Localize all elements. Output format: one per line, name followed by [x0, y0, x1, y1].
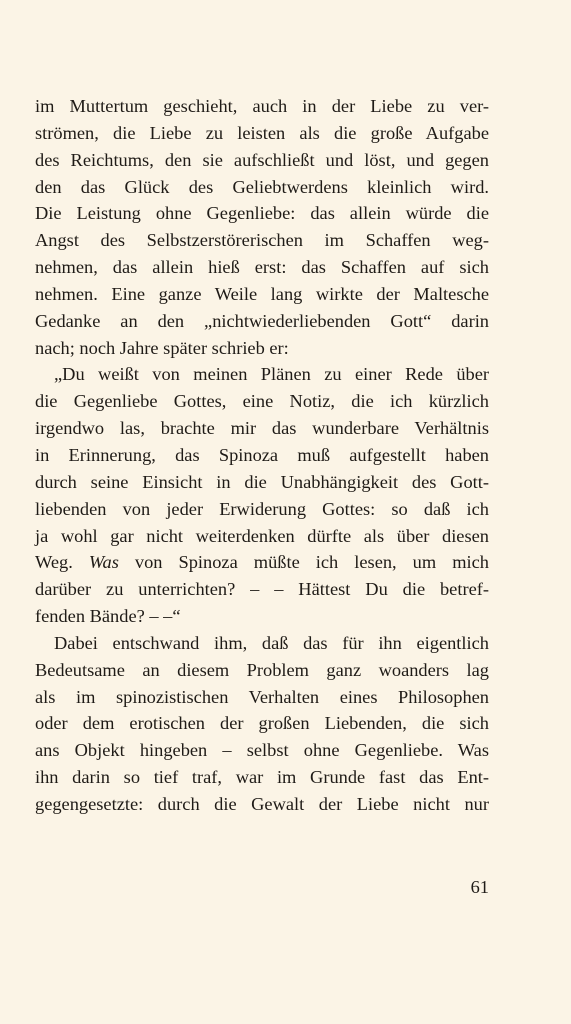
text-line-23: als im spinozistischen Verhalten eines Philosophen [35, 686, 489, 707]
text-line-18-start: Weg. [35, 552, 73, 573]
text-line-4: den das Glück des Geliebtwerdens kleinlich wird. [35, 176, 489, 197]
text-line-27: gegengesetzte: durch die Gewalt der Liebe nicht nur [35, 793, 489, 814]
text-line-1: im Muttertum geschieht, auch in der Liebe zu ver- [35, 96, 489, 116]
text-line-18 [35, 549, 489, 576]
text-line-15: durch seine Einsicht in die Unabhängigkeit des Gott- [35, 471, 489, 492]
text-line-14: in Erinnerung, das Spinoza muß aufgestellt haben [35, 444, 489, 465]
text-line-18-italic: Was [88, 552, 119, 573]
text-line-17: ja wohl gar nicht weiterdenken dürfte als über diesen [35, 525, 489, 546]
page-number: 61 [470, 877, 489, 897]
text-line-11: „Du weißt von meinen Plänen zu einer Rede über [54, 364, 489, 385]
text-line-13: irgendwo las, brachte mir das wunderbare Verhältnis [35, 418, 489, 439]
text-line-16: liebenden von jeder Erwiderung Gottes: so daß ich [35, 498, 489, 519]
text-line-5: Die Leistung ohne Gegenliebe: das allein würde die [35, 203, 489, 224]
text-line-10: nach; noch Jahre später schrieb er: [35, 337, 289, 358]
text-line-9: Gedanke an den „nichtwiederliebenden Gott“ darin [35, 310, 489, 331]
book-page-text [35, 93, 489, 818]
text-line-6: Angst des Selbstzerstörerischen im Schaffen weg- [35, 230, 489, 251]
text-line-26: ihn darin so tief traf, war im Grunde fast das Ent- [35, 767, 489, 788]
text-line-18-rest: von Spinoza müßte ich lesen, um mich [134, 552, 489, 573]
text-line-8: nehmen. Eine ganze Weile lang wirkte der Maltesche [35, 283, 489, 304]
text-line-22: Bedeutsame an diesem Problem ganz woanders lag [35, 659, 489, 680]
text-line-24: oder dem erotischen der großen Liebenden, die sich [35, 713, 489, 734]
text-line-7: nehmen, das allein hieß erst: das Schaffen auf sich [35, 257, 489, 278]
text-line-2: strömen, die Liebe zu leisten als die große Aufgabe [35, 122, 489, 143]
text-line-21: Dabei entschwand ihm, daß das für ihn eigentlich [54, 632, 489, 653]
text-line-20: fenden Bände? – –“ [35, 606, 181, 627]
text-line-3: des Reichtums, den sie aufschließt und löst, und gegen [35, 149, 489, 170]
text-line-12: die Gegenliebe Gottes, eine Notiz, die ich kürzlich [35, 391, 489, 412]
text-line-25: ans Objekt hingeben – selbst ohne Gegenliebe. Was [35, 740, 489, 761]
text-line-19: darüber zu unterrichten? – – Hättest Du die betref- [35, 579, 489, 600]
